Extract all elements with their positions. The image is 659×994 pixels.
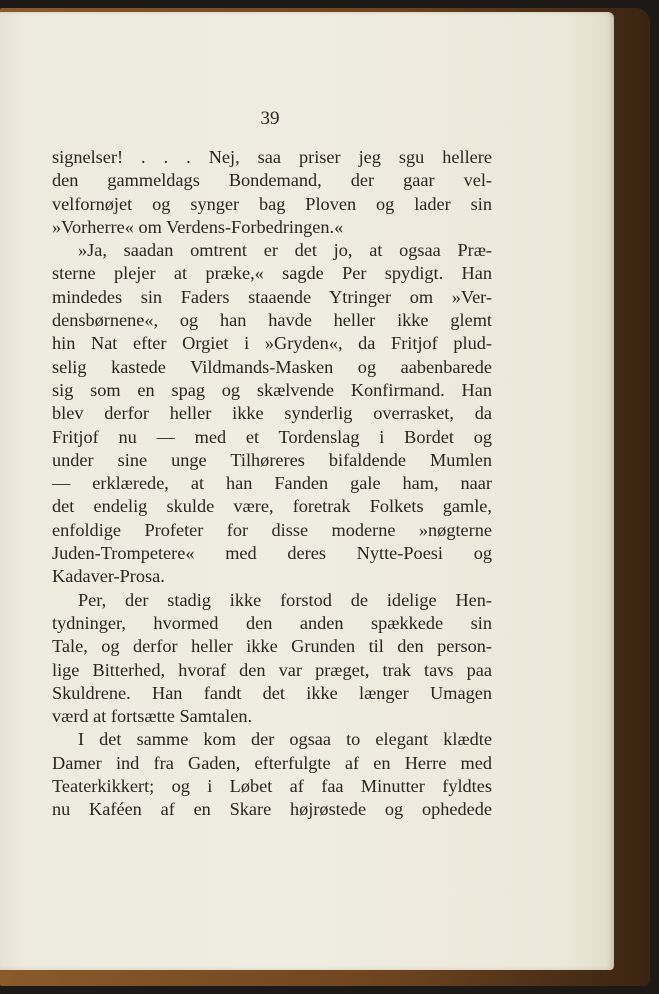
text-line: værd at fortsætte Samtalen. [52, 706, 253, 727]
book-page [0, 12, 614, 970]
text-line: den gammeldags Bondemand, der gaar vel- [52, 170, 492, 191]
text-line: nu Kaféen af en Skare højrøstede og ophedede [52, 799, 492, 820]
text-line: mindedes sin Faders staaende Ytringer om »Ver- [52, 286, 492, 307]
text-line: Fritjof nu — med et Tordenslag i Bordet og [52, 426, 492, 447]
text-line: lige Bitterhed, hvoraf den var præget, trak tavs paa [52, 659, 492, 680]
text-line: det endelig skulde være, foretrak Folkets gamle, [52, 496, 492, 517]
text-line: Skuldrene. Han fandt det ikke længer Umagen [52, 682, 492, 703]
text-line: tydninger, hvormed den anden spækkede sin [52, 612, 492, 633]
text-line: Kadaver-Prosa. [52, 566, 165, 587]
text-line: densbørnene«, og han havde heller ikke glemt [52, 310, 492, 331]
text-line: Tale, og derfor heller ikke Grunden til den person- [52, 636, 492, 657]
page-number: 39 [260, 108, 280, 129]
text-line: — erklærede, at han Fanden gale ham, naar [52, 473, 492, 494]
text-line: I det samme kom der ogsaa to elegant klædte [78, 729, 492, 750]
text-line: Per, der stadig ikke forstod de idelige Hen- [78, 589, 492, 610]
text-line: signelser! . . . Nej, saa priser jeg sgu hellere [52, 147, 492, 167]
text-line: sig som en spag og skælvende Konfirmand. Han [52, 379, 492, 400]
body-text [52, 146, 492, 822]
text-line: Juden-Trompetere« med deres Nytte-Poesi og [52, 543, 492, 564]
text-line: selig kastede Vildmands-Masken og aabenbarede [52, 356, 492, 377]
text-line: Damer ind fra Gaden, efterfulgte af en Herre med [52, 752, 492, 773]
text-line: sterne plejer at præke,« sagde Per spydigt. Han [52, 263, 492, 284]
text-line: »Vorherre« om Verdens-Forbedringen.« [52, 216, 344, 237]
text-line: enfoldige Profeter for disse moderne »nøgterne [52, 519, 492, 540]
text-line: »Ja, saadan omtrent er det jo, at ogsaa Præ- [78, 240, 492, 261]
text-line: velfornøjet og synger bag Ploven og lader sin [52, 193, 492, 214]
text-line: Teaterkikkert; og i Løbet af faa Minutter fyldtes [52, 776, 492, 797]
text-line: under sine unge Tilhøreres bifaldende Mumlen [52, 449, 492, 470]
text-line: blev derfor heller ikke synderlig overrasket, da [52, 403, 492, 424]
text-line: hin Nat efter Orgiet i »Gryden«, da Fritjof plud- [52, 333, 492, 354]
